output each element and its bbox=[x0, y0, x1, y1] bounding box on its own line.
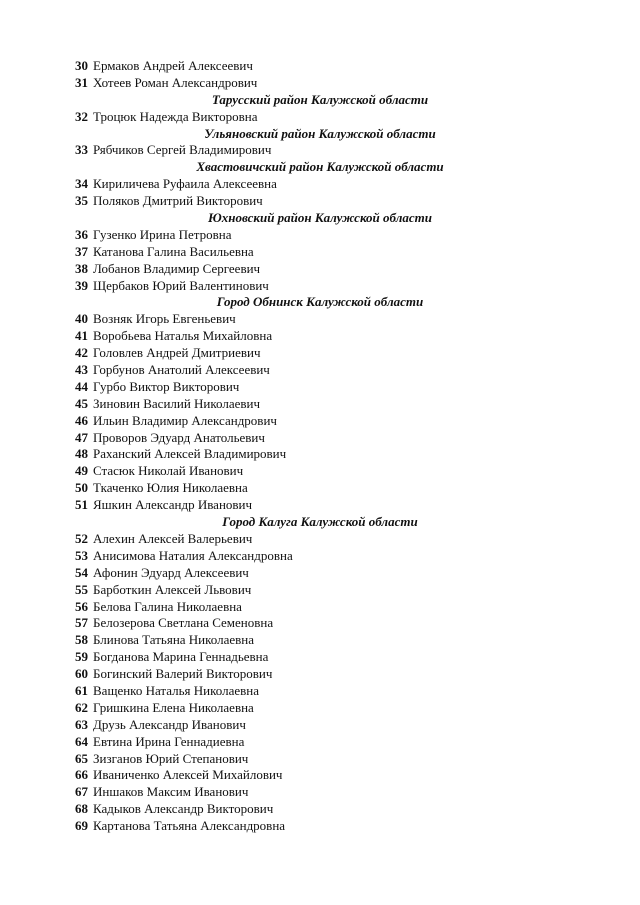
list-item-number: 52 bbox=[75, 530, 88, 546]
section-heading bbox=[0, 159, 640, 176]
list-item-name: Хотеев Роман Александрович bbox=[93, 74, 258, 90]
list-item bbox=[0, 379, 640, 396]
list-item-name: Блинова Татьяна Николаевна bbox=[93, 632, 255, 648]
list-item-number: 57 bbox=[75, 615, 88, 631]
name-list bbox=[0, 58, 640, 835]
list-item-name: Ермаков Андрей Алексеевич bbox=[93, 58, 253, 73]
section-heading bbox=[0, 92, 640, 109]
list-item-number: 50 bbox=[75, 480, 88, 496]
list-item bbox=[0, 430, 640, 447]
list-item-number: 56 bbox=[75, 598, 88, 614]
list-item-name: Рябчиков Сергей Владимирович bbox=[93, 142, 272, 158]
list-item-name: Щербаков Юрий Валентинович bbox=[93, 277, 269, 293]
list-item-number: 43 bbox=[75, 362, 88, 378]
list-item-name: Алехин Алексей Валерьевич bbox=[93, 530, 253, 546]
list-item-number: 58 bbox=[75, 632, 88, 648]
list-item bbox=[0, 413, 640, 430]
list-item-name: Богданова Марина Геннадьевна bbox=[93, 649, 269, 665]
list-item-number: 40 bbox=[75, 311, 88, 327]
list-item-name: Лобанов Владимир Сергеевич bbox=[93, 260, 261, 276]
list-item-number: 59 bbox=[75, 649, 88, 665]
section-heading-text: Тарусский район Калужской области bbox=[211, 91, 429, 107]
list-item-name: Ильин Владимир Александрович bbox=[93, 412, 277, 428]
list-item bbox=[0, 666, 640, 683]
list-item-number: 66 bbox=[75, 767, 88, 783]
list-item bbox=[0, 345, 640, 362]
list-item bbox=[0, 767, 640, 784]
list-item bbox=[0, 244, 640, 261]
list-item bbox=[0, 362, 640, 379]
list-item-number: 51 bbox=[75, 497, 88, 513]
list-item bbox=[0, 734, 640, 751]
list-item-name: Иншаков Максим Иванович bbox=[93, 784, 249, 800]
list-item-number: 65 bbox=[75, 750, 88, 766]
list-item-name: Анисимова Наталия Александровна bbox=[93, 547, 293, 563]
list-item-number: 37 bbox=[75, 243, 88, 259]
list-item-number: 41 bbox=[75, 328, 88, 344]
list-item bbox=[0, 227, 640, 244]
list-item bbox=[0, 311, 640, 328]
list-item-name: Головлев Андрей Дмитриевич bbox=[93, 345, 261, 361]
list-item-number: 53 bbox=[75, 547, 88, 563]
list-item-name: Ткаченко Юлия Николаевна bbox=[93, 480, 248, 496]
section-heading-text: Юхновский район Калужской области bbox=[208, 210, 432, 226]
list-item bbox=[0, 582, 640, 599]
list-item-name: Зиновин Василий Николаевич bbox=[93, 395, 261, 411]
list-item-name: Евтина Ирина Геннадиевна bbox=[93, 733, 245, 749]
list-item bbox=[0, 531, 640, 548]
list-item-number: 34 bbox=[75, 176, 88, 192]
list-item bbox=[0, 480, 640, 497]
list-item bbox=[0, 109, 640, 126]
list-item bbox=[0, 683, 640, 700]
list-item-number: 33 bbox=[75, 142, 88, 158]
list-item bbox=[0, 278, 640, 295]
list-item-name: Белова Галина Николаевна bbox=[93, 598, 242, 614]
section-heading-text: Город Обнинск Калужской области bbox=[216, 294, 424, 310]
list-item-name: Троцюк Надежда Викторовна bbox=[93, 108, 258, 124]
list-item-number: 68 bbox=[75, 801, 88, 817]
list-item bbox=[0, 193, 640, 210]
list-item-name: Богинский Валерий Викторович bbox=[93, 666, 273, 682]
list-item-name: Яшкин Александр Иванович bbox=[93, 497, 253, 513]
list-item bbox=[0, 142, 640, 159]
list-item bbox=[0, 751, 640, 768]
list-item-name: Кадыков Александр Викторович bbox=[93, 801, 274, 817]
list-item-number: 42 bbox=[75, 345, 88, 361]
document-page bbox=[0, 58, 640, 835]
list-item bbox=[0, 649, 640, 666]
list-item-number: 46 bbox=[75, 412, 88, 428]
list-item-name: Ващенко Наталья Николаевна bbox=[93, 682, 259, 698]
list-item-number: 64 bbox=[75, 733, 88, 749]
list-item-name: Стасюк Николай Иванович bbox=[93, 463, 244, 479]
list-item-number: 35 bbox=[75, 193, 88, 209]
list-item bbox=[0, 548, 640, 565]
list-item-number: 60 bbox=[75, 666, 88, 682]
section-heading bbox=[0, 514, 640, 531]
list-item bbox=[0, 599, 640, 616]
list-item bbox=[0, 396, 640, 413]
list-item-number: 69 bbox=[75, 818, 88, 834]
list-item-number: 45 bbox=[75, 395, 88, 411]
list-item-name: Афонин Эдуард Алексеевич bbox=[93, 564, 249, 580]
list-item-number: 54 bbox=[75, 564, 88, 580]
list-item bbox=[0, 784, 640, 801]
list-item-number: 67 bbox=[75, 784, 88, 800]
list-item-name: Раханский Алексей Владимирович bbox=[93, 446, 287, 462]
section-heading-text: Ульяновский район Калужской области bbox=[204, 125, 436, 141]
list-item bbox=[0, 801, 640, 818]
list-item bbox=[0, 176, 640, 193]
section-heading-text: Город Калуга Калужской области bbox=[222, 514, 418, 530]
list-item-number: 62 bbox=[75, 699, 88, 715]
list-item-number: 61 bbox=[75, 682, 88, 698]
section-heading bbox=[0, 210, 640, 227]
list-item-number: 47 bbox=[75, 429, 88, 445]
list-item-name: Горбунов Анатолий Алексеевич bbox=[93, 362, 270, 378]
list-item-number: 36 bbox=[75, 226, 88, 242]
list-item bbox=[0, 463, 640, 480]
list-item-name: Поляков Дмитрий Викторович bbox=[93, 193, 263, 209]
list-item bbox=[0, 58, 640, 75]
list-item bbox=[0, 261, 640, 278]
list-item-number: 31 bbox=[75, 74, 88, 90]
section-heading-text: Хвастовичский район Калужской области bbox=[196, 159, 444, 175]
list-item-number: 30 bbox=[75, 58, 88, 73]
list-item-number: 32 bbox=[75, 108, 88, 124]
list-item-number: 63 bbox=[75, 716, 88, 732]
list-item-number: 49 bbox=[75, 463, 88, 479]
list-item bbox=[0, 497, 640, 514]
list-item-name: Картанова Татьяна Александровна bbox=[93, 818, 286, 834]
list-item bbox=[0, 328, 640, 345]
list-item-number: 38 bbox=[75, 260, 88, 276]
list-item bbox=[0, 446, 640, 463]
list-item-name: Гришкина Елена Николаевна bbox=[93, 699, 254, 715]
list-item-name: Кириличева Руфаила Алексеевна bbox=[93, 176, 277, 192]
list-item-name: Белозерова Светлана Семеновна bbox=[93, 615, 274, 631]
list-item-name: Катанова Галина Васильевна bbox=[93, 243, 254, 259]
list-item bbox=[0, 632, 640, 649]
list-item bbox=[0, 565, 640, 582]
list-item bbox=[0, 615, 640, 632]
list-item-name: Друзь Александр Иванович bbox=[93, 716, 246, 732]
list-item-name: Гузенко Ирина Петровна bbox=[93, 226, 232, 242]
section-heading bbox=[0, 294, 640, 311]
list-item-name: Проворов Эдуард Анатольевич bbox=[93, 429, 265, 445]
list-item-name: Зизганов Юрий Степанович bbox=[93, 750, 249, 766]
list-item-number: 44 bbox=[75, 378, 88, 394]
list-item-number: 55 bbox=[75, 581, 88, 597]
list-item bbox=[0, 75, 640, 92]
list-item bbox=[0, 700, 640, 717]
list-item-name: Воробьева Наталья Михайловна bbox=[93, 328, 273, 344]
list-item-number: 39 bbox=[75, 277, 88, 293]
list-item-number: 48 bbox=[75, 446, 88, 462]
list-item-name: Возняк Игорь Евгеньевич bbox=[93, 311, 236, 327]
list-item-name: Иваниченко Алексей Михайлович bbox=[93, 767, 283, 783]
list-item bbox=[0, 818, 640, 835]
section-heading bbox=[0, 126, 640, 143]
list-item bbox=[0, 717, 640, 734]
list-item-name: Барботкин Алексей Львович bbox=[93, 581, 252, 597]
list-item-name: Гурбо Виктор Викторович bbox=[93, 378, 240, 394]
